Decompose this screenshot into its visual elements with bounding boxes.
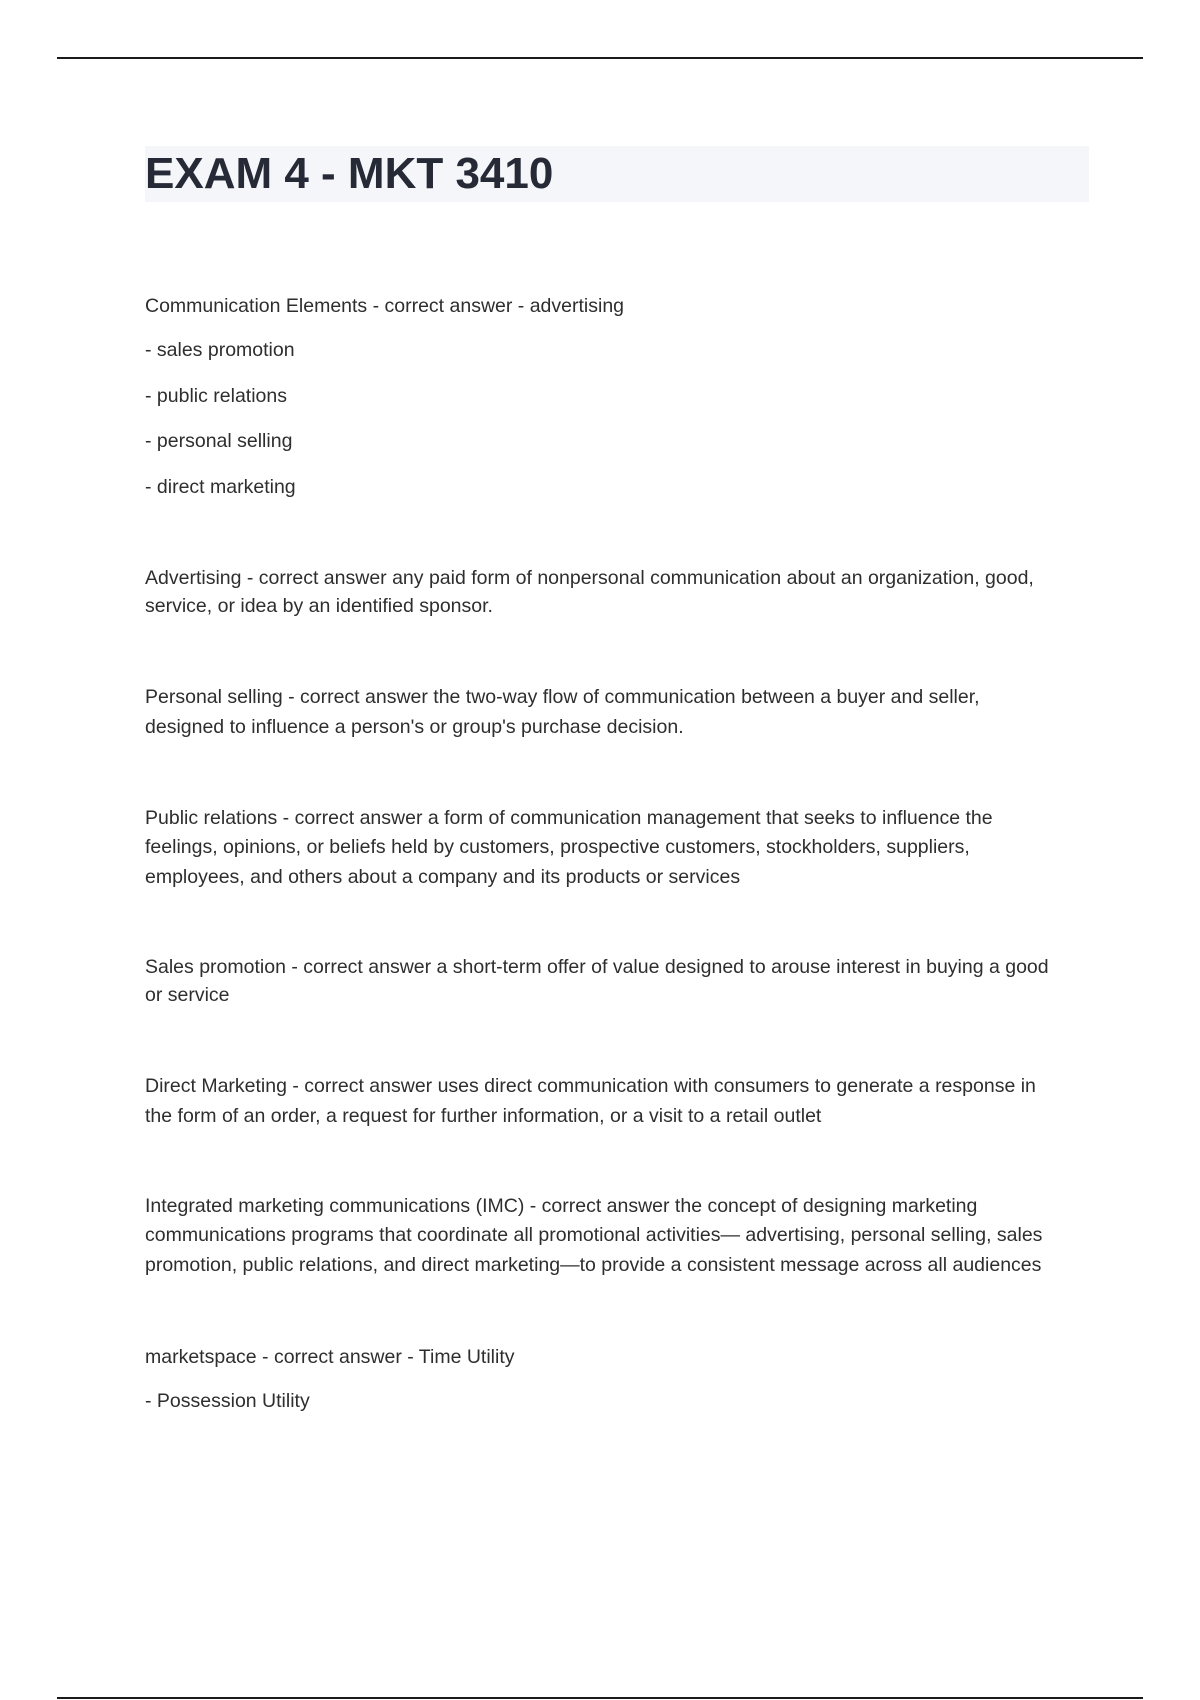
text-line: designed to influence a person's or group's purchase decision. (145, 716, 684, 738)
top-rule (57, 57, 1143, 59)
text-line: - direct marketing (145, 476, 296, 498)
text-line: - public relations (145, 385, 287, 407)
bottom-rule (57, 1697, 1143, 1699)
text-line: Personal selling - correct answer the two-way flow of communication between a buyer and seller, (145, 686, 980, 708)
text-line: Advertising - correct answer any paid form of nonpersonal communication about an organization, good, (145, 567, 1034, 589)
text-line: service, or idea by an identified sponsor. (145, 595, 493, 617)
document-title: EXAM 4 - MKT 3410 (145, 149, 554, 198)
text-line: - Possession Utility (145, 1390, 310, 1412)
text-line: employees, and others about a company and its products or services (145, 866, 741, 888)
text-line: promotion, public relations, and direct marketing—to provide a consistent message across all audiences (145, 1254, 1042, 1276)
text-line: Direct Marketing - correct answer uses direct communication with consumers to generate a response in (145, 1075, 1036, 1097)
text-line: communications programs that coordinate all promotional activities— advertising, personal selling, sales (145, 1224, 1043, 1246)
text-line: or service (145, 984, 230, 1006)
text-line: marketspace - correct answer - Time Utility (145, 1346, 515, 1368)
text-line: Communication Elements - correct answer - advertising (145, 295, 625, 317)
text-line: - sales promotion (145, 339, 295, 361)
text-line: - personal selling (145, 430, 293, 452)
text-line: Integrated marketing communications (IMC) - correct answer the concept of designing marketing (145, 1195, 978, 1217)
text-line: Public relations - correct answer a form of communication management that seeks to influence the (145, 807, 993, 829)
text-line: Sales promotion - correct answer a short-term offer of value designed to arouse interest in buying a good (145, 956, 1049, 978)
text-line: the form of an order, a request for further information, or a visit to a retail outlet (145, 1105, 822, 1127)
text-line: feelings, opinions, or beliefs held by customers, prospective customers, stockholders, suppliers, (145, 836, 970, 858)
